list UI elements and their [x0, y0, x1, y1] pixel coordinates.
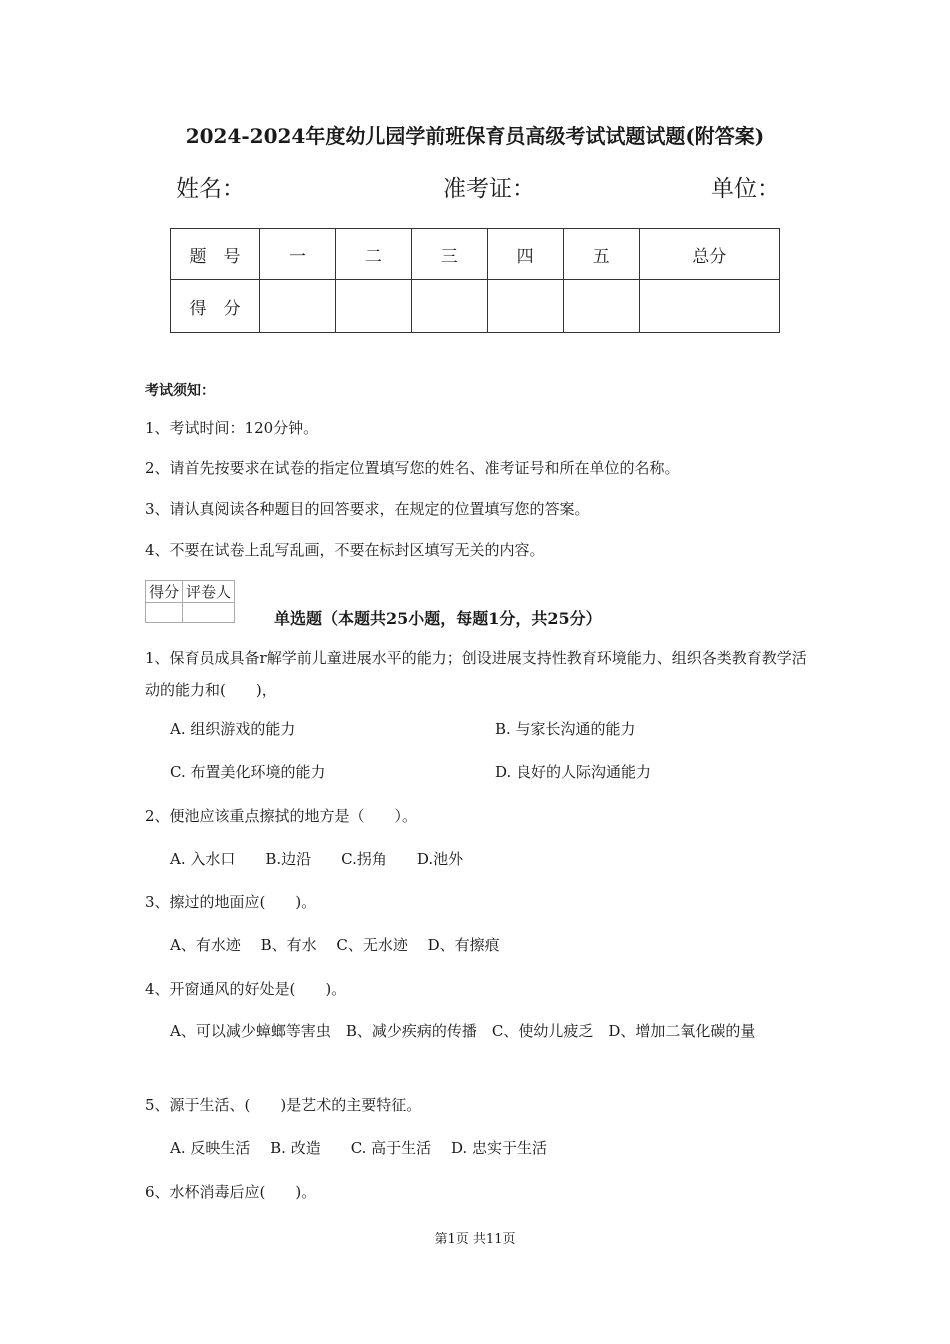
score-header-label: 题 号	[171, 229, 260, 280]
question-4-text: 4、开窗通风的好处是( )。	[145, 980, 347, 998]
question-1-option-b: B. 与家长沟通的能力	[495, 720, 636, 738]
score-header-1: 一	[260, 229, 336, 280]
question-5-options: A. 反映生活 B. 改造 C. 高于生活 D. 忠实于生活	[170, 1139, 547, 1157]
question-3-options: A、有水迹 B、有水 C、无水迹 D、有擦痕	[170, 936, 500, 954]
notice-item-4: 4、不要在试卷上乱写乱画，不要在标封区填写无关的内容。	[145, 541, 545, 559]
grader-box	[145, 580, 235, 623]
page-title: 2024-2024年度幼儿园学前班保育员高级考试试题试题(附答案)	[185, 124, 765, 148]
score-cell-4[interactable]	[487, 280, 563, 333]
question-2-options: A. 入水口 B.边沿 C.拐角 D.池外	[170, 850, 464, 868]
notice-heading: 考试须知：	[145, 383, 215, 399]
page-footer: 第1页 共11页	[434, 1232, 516, 1247]
score-cell-2[interactable]	[335, 280, 411, 333]
score-header-2: 二	[335, 229, 411, 280]
section-title: 单选题（本题共25小题，每题1分，共25分）	[274, 609, 602, 628]
grader-score-cell[interactable]	[146, 603, 183, 623]
question-1-option-a: A. 组织游戏的能力	[170, 720, 296, 738]
score-header-total: 总分	[639, 229, 779, 280]
score-cell-total[interactable]	[639, 280, 779, 333]
score-cell-1[interactable]	[260, 280, 336, 333]
score-header-5: 五	[563, 229, 639, 280]
score-table-header-row	[171, 229, 780, 280]
notice-item-3: 3、请认真阅读各种题目的回答要求，在规定的位置填写您的答案。	[145, 500, 590, 518]
exam-id-field-label: 准考证：	[443, 176, 535, 202]
question-1-option-c: C. 布置美化环境的能力	[170, 763, 326, 781]
name-field-label: 姓名：	[176, 176, 245, 202]
question-6-text: 6、水杯消毒后应( )。	[145, 1183, 317, 1201]
grader-name-label: 评卷人	[183, 581, 235, 603]
notice-item-2: 2、请首先按要求在试卷的指定位置填写您的姓名、准考证号和所在单位的名称。	[145, 459, 680, 477]
grader-score-label: 得分	[146, 581, 183, 603]
score-row-label: 得 分	[171, 280, 260, 333]
question-4-options: A、可以减少蟑螂等害虫 B、减少疾病的传播 C、使幼儿疲乏 D、增加二氧化碳的量	[170, 1022, 756, 1040]
question-1-option-d: D. 良好的人际沟通能力	[495, 763, 652, 781]
score-table-score-row	[171, 280, 780, 333]
grader-name-cell[interactable]	[183, 603, 235, 623]
unit-field-label: 单位：	[711, 176, 780, 202]
notice-item-1: 1、考试时间：120分钟。	[145, 419, 319, 437]
question-1-text: 1、保育员成具备r解学前儿童进展水平的能力；创设进展支持性教育环境能力、组织各类教育教学活动的能力和( )，	[145, 649, 807, 699]
score-cell-3[interactable]	[411, 280, 487, 333]
question-3-text: 3、擦过的地面应( )。	[145, 893, 317, 911]
score-table	[170, 228, 780, 333]
score-header-4: 四	[487, 229, 563, 280]
score-header-3: 三	[411, 229, 487, 280]
question-2-text: 2、便池应该重点擦拭的地方是（ ）。	[145, 807, 418, 825]
question-5-text: 5、源于生活、( )是艺术的主要特征。	[145, 1096, 422, 1114]
score-cell-5[interactable]	[563, 280, 639, 333]
